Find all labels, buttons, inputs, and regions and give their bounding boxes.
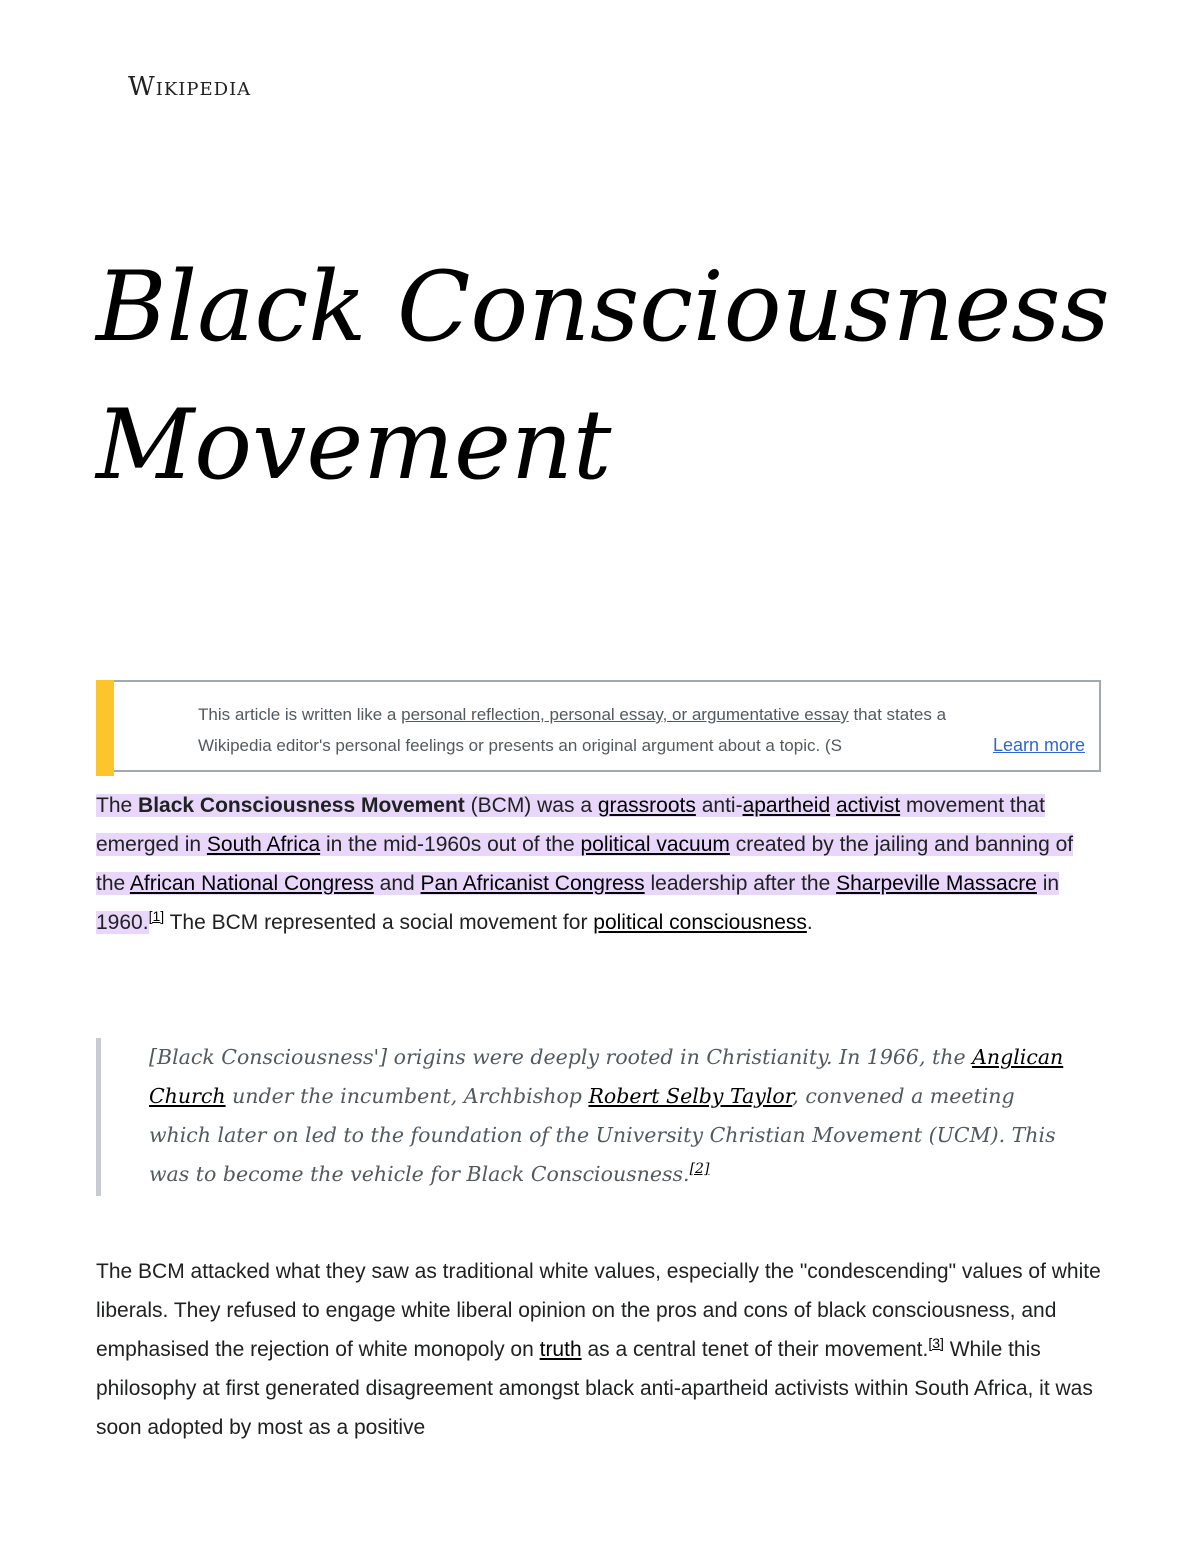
body-text: as a central tenet of their movement.: [581, 1338, 929, 1361]
reference-1[interactable]: [149, 908, 165, 924]
link-political-consciousness[interactable]: political consciousness: [593, 911, 807, 934]
link-south-africa[interactable]: South Africa: [206, 833, 321, 856]
lead-text: The BCM represented a social movement for: [164, 911, 594, 934]
learn-more-link[interactable]: Learn more: [987, 730, 1085, 761]
style-notice-box: [96, 680, 1101, 772]
reference-2-link[interactable]: [2]: [689, 1161, 710, 1178]
notice-text-before: This article is written like a: [198, 705, 402, 724]
reference-3[interactable]: [928, 1335, 944, 1351]
lead-text: and: [373, 872, 421, 895]
wikipedia-logo[interactable]: Wikipedia: [128, 72, 252, 102]
notice-accent-bar: [96, 680, 114, 776]
link-african-national-congress[interactable]: African National Congress: [129, 872, 374, 895]
page-title: Black Consciousness Movement: [96, 251, 1110, 501]
lead-text: The: [96, 794, 139, 817]
lead-paragraph: [96, 786, 1101, 942]
quote-text-part: , convened a meeting which later on led to the foundation of the University Christian Movement (UCM). This was to become the vehicle for Black Consciousness.: [149, 1084, 1056, 1186]
blockquote: [96, 1038, 1064, 1196]
link-robert-selby-taylor[interactable]: Robert Selby Taylor: [588, 1084, 793, 1108]
notice-essay-link[interactable]: personal reflection, personal essay, or argumentative essay: [401, 705, 849, 724]
link-grassroots[interactable]: grassroots: [597, 794, 696, 817]
link-sharpeville-massacre[interactable]: Sharpeville Massacre: [836, 872, 1037, 895]
lead-text: anti-: [695, 794, 743, 817]
notice-text-after: that states a Wikipedia editor's personal feelings or presents an original argument about a topic. (S: [198, 705, 947, 755]
notice-text: [198, 699, 988, 761]
lead-text: in the mid-1960s out of the: [320, 833, 581, 856]
lead-text: created by the jailing and banning of the: [96, 833, 1074, 895]
body-paragraph: [96, 1252, 1101, 1447]
link-political-vacuum[interactable]: political vacuum: [580, 833, 730, 856]
reference-3-link[interactable]: [3]: [928, 1335, 944, 1351]
body-text: The BCM attacked what they saw as traditional white values, especially the "condescending" values of white liberals. They refused to engage white liberal opinion on the pros and cons of black consciousness, and emphasised the rejection of white monopoly on: [96, 1260, 1101, 1361]
reference-2[interactable]: [690, 1161, 710, 1177]
link-apartheid[interactable]: apartheid: [742, 794, 831, 817]
quote-text-part: [Black Consciousness'] origins were deeply rooted in Christianity. In 1966, the: [149, 1045, 973, 1069]
link-activist[interactable]: activist: [835, 794, 901, 817]
reference-1-link[interactable]: [1]: [148, 908, 165, 924]
lead-text: .: [806, 911, 813, 934]
link-anglican-church[interactable]: Anglican Church: [149, 1045, 1064, 1108]
lead-bold-term: Black Consciousness Movement: [138, 794, 465, 817]
lead-text: movement that emerged in: [96, 794, 1045, 856]
link-pan-africanist-congress[interactable]: Pan Africanist Congress: [420, 872, 645, 895]
quote-text: [149, 1038, 1069, 1194]
body-text: While this philosophy at first generated disagreement amongst black anti-apartheid activists within South Africa, it was soon adopted by most as a positive: [96, 1338, 1093, 1439]
lead-text: (BCM) was a: [464, 794, 598, 817]
quote-text-part: under the incumbent, Archbishop: [225, 1084, 589, 1108]
lead-text: leadership after the: [644, 872, 837, 895]
lead-text: in 1960.: [96, 872, 1060, 934]
link-truth[interactable]: truth: [539, 1338, 582, 1361]
